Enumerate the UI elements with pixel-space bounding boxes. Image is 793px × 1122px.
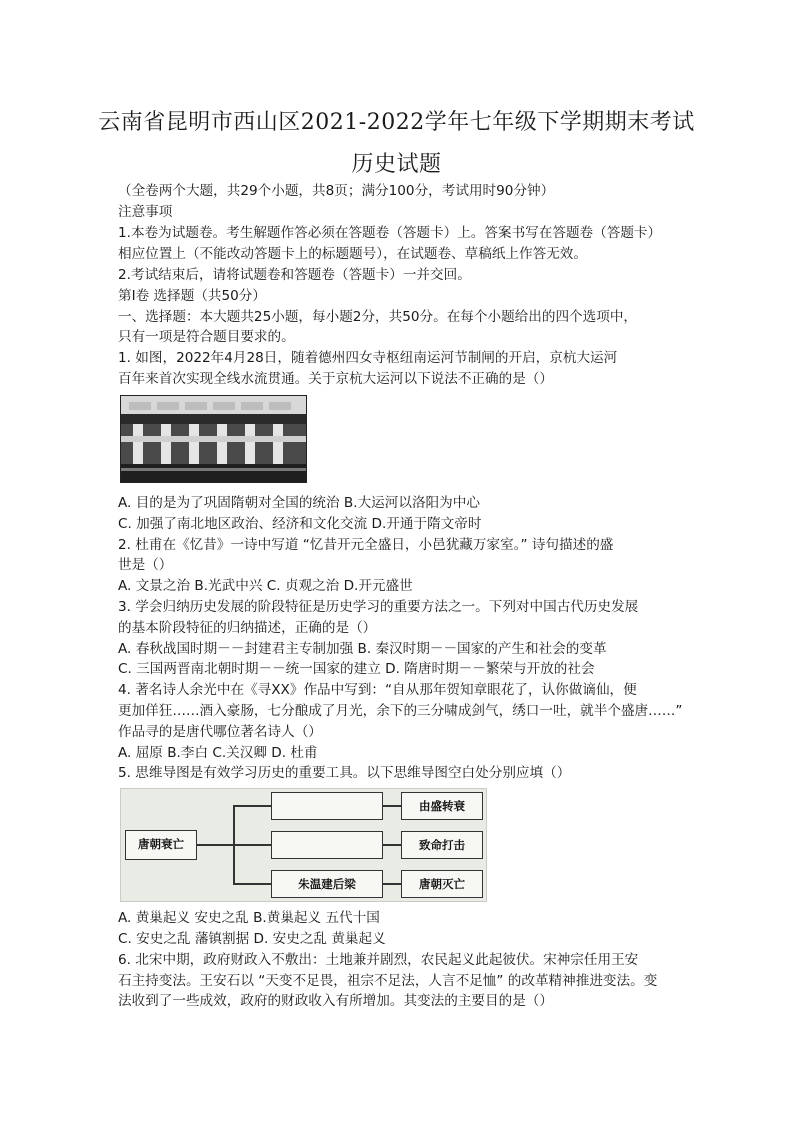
intro-line: （全卷两个大题，共29个小题，共8页；满分100分，考试用时90分钟）	[118, 183, 555, 199]
question-line: 石主持变法。王安石以 “天变不足畏，祖宗不足法，人言不足恤” 的改革精神推进变法。变	[118, 973, 658, 989]
option-line: C. 三国两晋南北朝时期－－统一国家的建立 D. 隋唐时期－－繁荣与开放的社会	[118, 661, 595, 677]
question-line: 6. 北宋中期，政府财政入不敷出：土地兼并剧烈，农民起义此起彼伏。宋神宗任用王安	[118, 952, 639, 968]
mindmap-branch-3: 朱温建后梁	[271, 870, 383, 898]
option-line: A. 黄巢起义 安史之乱 B.黄巢起义 五代十国	[118, 910, 380, 926]
option-line: C. 加强了南北地区政治、经济和文化交流 D.开通于隋文帝时	[118, 516, 482, 532]
exam-subtitle: 历史试题	[351, 152, 442, 177]
section-heading: 第Ⅰ卷 选择题（共50分）	[118, 288, 266, 304]
mindmap-result-3: 唐朝灭亡	[401, 870, 483, 898]
exam-title: 云南省昆明市西山区2021-2022学年七年级下学期期末考试	[98, 110, 695, 135]
option-line: A. 春秋战国时期－－封建君主专制加强 B. 秦汉时期－－国家的产生和社会的变革	[118, 641, 607, 657]
option-line: A. 文景之治 B.光武中兴 C. 贞观之治 D.开元盛世	[118, 578, 413, 594]
intro-line: 2.考试结束后，请将试题卷和答题卷（答题卡）一并交回。	[118, 267, 471, 283]
question-line: 百年来首次实现全线水流贯通。关于京杭大运河以下说法不正确的是（）	[118, 371, 553, 387]
mindmap-result-2: 致命打击	[401, 831, 483, 859]
question-line: 法收到了一些成效，政府的财政收入有所增加。其变法的主要目的是（）	[118, 993, 553, 1009]
mindmap-blank-2	[271, 831, 383, 859]
question-line: 作品寻的是唐代哪位著名诗人（）	[118, 724, 322, 740]
question-line: 3. 学会归纳历史发展的阶段特征是历史学习的重要方法之一。下列对中国古代历史发展	[118, 599, 639, 615]
question-line: 的基本阶段特征的归纳描述，正确的是（）	[118, 620, 377, 636]
mind-map	[120, 788, 487, 902]
instruction-line: 只有一项是符合题目要求的。	[118, 329, 295, 345]
mindmap-blank-1	[271, 792, 383, 820]
question-line: 世是（）	[118, 557, 173, 573]
option-line: A. 屈原 B.李白 C.关汉卿 D. 杜甫	[118, 745, 318, 761]
question-line: 2. 杜甫在《忆昔》一诗中写道 “忆昔开元全盛日，小邑犹藏万家室。” 诗句描述的盛	[118, 537, 614, 553]
question-line: 4. 著名诗人余光中在《寻XX》作品中写到：“自从那年贺知章眼花了，认你做谪仙，便	[118, 682, 637, 698]
question-line: 1. 如图，2022年4月28日，随着德州四女寺枢纽南运河节制闸的开启，京杭大运河	[118, 350, 618, 366]
canal-lock-photo	[120, 395, 307, 483]
intro-line: 注意事项	[118, 204, 173, 220]
option-line: A. 目的是为了巩固隋朝对全国的统治 B.大运河以洛阳为中心	[118, 495, 480, 511]
intro-line: 相应位置上（不能改动答题卡上的标题题号），在试题卷、草稿纸上作答无效。	[118, 246, 587, 262]
mindmap-root: 唐朝衰亡	[125, 830, 197, 860]
question-line: 5. 思维导图是有效学习历史的重要工具。以下思维导图空白处分别应填（）	[118, 765, 571, 781]
option-line: C. 安史之乱 藩镇割据 D. 安史之乱 黄巢起义	[118, 931, 386, 947]
intro-line: 1.本卷为试题卷。考生解题作答必须在答题卷（答题卡）上。答案书写在答题卷（答题卡）	[118, 225, 662, 241]
instruction-line: 一、选择题：本大题共25小题，每小题2分，共50分。在每个小题给出的四个选项中，	[118, 309, 638, 325]
mindmap-result-1: 由盛转衰	[401, 792, 483, 820]
question-line: 更加佯狂……酒入豪肠，七分酿成了月光，余下的三分啸成剑气，绣口一吐，就半个盛唐……”	[118, 703, 683, 719]
